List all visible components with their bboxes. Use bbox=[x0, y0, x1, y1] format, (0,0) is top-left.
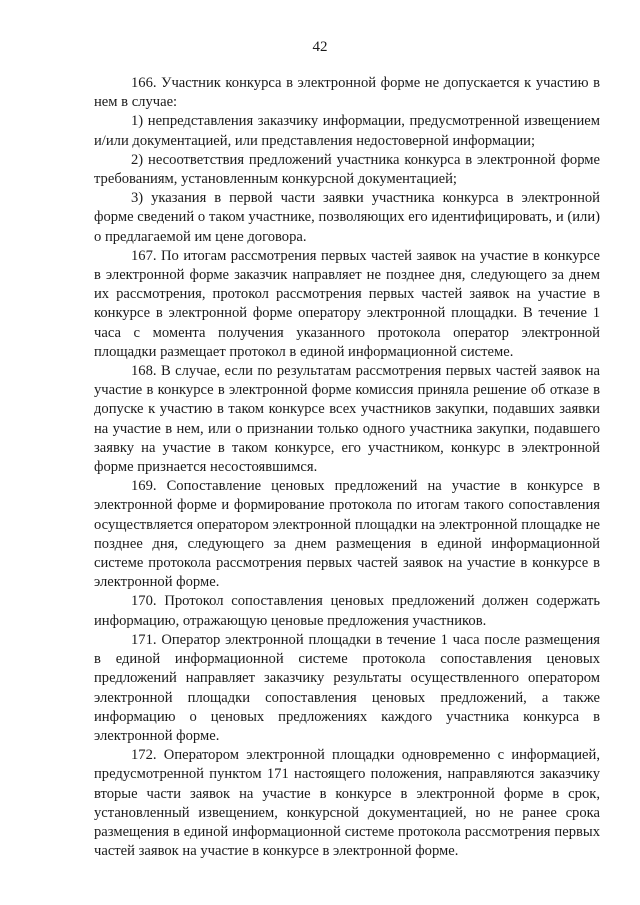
paragraph-166-item-2: 2) несоответствия предложений участника конкурса в электронной форме требованиям, установленным конкурсной документацией; bbox=[94, 151, 600, 188]
paragraph-172: 172. Оператором электронной площадки одновременно с информацией, предусмотренной пунктом 171 настоящего положения, направляются заказчику вторые части заявок на участие в конкурсе в электронной форме в срок, установленный извещением, конкурсной документацией, но не ранее срока размещения в единой информационной системе протокола рассмотрения первых частей заявок на участие в конкурсе в электронной форме. bbox=[94, 747, 600, 860]
paragraph-166-item-3: 3) указания в первой части заявки участника конкурса в электронной форме сведений о таком участнике, позволяющих его идентифицировать, и (или) о предлагаемой им цене договора. bbox=[94, 190, 600, 245]
page-number: 42 bbox=[312, 39, 328, 55]
paragraph-170: 170. Протокол сопоставления ценовых предложений должен содержать информацию, отражающую ценовые предложения участников. bbox=[94, 593, 600, 629]
paragraph-168: 168. В случае, если по результатам рассмотрения первых частей заявок на участие в конкурсе в электронной форме комиссия приняла решение об отказе в допуске к участию в таком конкурсе всех участников закупки, подавших заявки на участие в нем, или о признании только одного участника закупки, подавшего заявку на участие в таком конкурсе, его участником, конкурс в электронной форме признается несостоявшимся. bbox=[94, 363, 600, 476]
paragraph-166: 166. Участник конкурса в электронной форме не допускается к участию в нем в случае: bbox=[94, 75, 600, 111]
paragraph-166-item-1: 1) непредставления заказчику информации, предусмотренной извещением и/или документацией, или представления недостоверной информации; bbox=[94, 113, 600, 149]
paragraph-167: 167. По итогам рассмотрения первых частей заявок на участие в конкурсе в электронной форме заказчик направляет не позднее дня, следующего за днем их рассмотрения, протокол рассмотрения первых частей заявок на участие в конкурсе в электронной форме оператору электронной площадки. В течение 1 часа с момента получения указанного протокола оператор электронной площадки размещает протокол в единой информационной системе. bbox=[94, 247, 600, 360]
paragraph-171: 171. Оператор электронной площадки в течение 1 часа после размещения в единой информационной системе протокола сопоставления ценовых предложений направляет заказчику результаты осуществленного оператором электронной площадки сопоставления ценовых предложений, а также информацию о ценовых предложениях каждого участника конкурса в электронной форме. bbox=[94, 631, 600, 744]
paragraph-169: 169. Сопоставление ценовых предложений на участие в конкурсе в электронной форме и формирование протокола по итогам такого сопоставления осуществляется оператором электронной площадки на электронной площадке не позднее дня, следующего за днем размещения в единой информационной системе протокола рассмотрения первых частей заявок на участие в конкурсе в электронной форме. bbox=[94, 478, 600, 591]
document-body bbox=[94, 74, 600, 861]
